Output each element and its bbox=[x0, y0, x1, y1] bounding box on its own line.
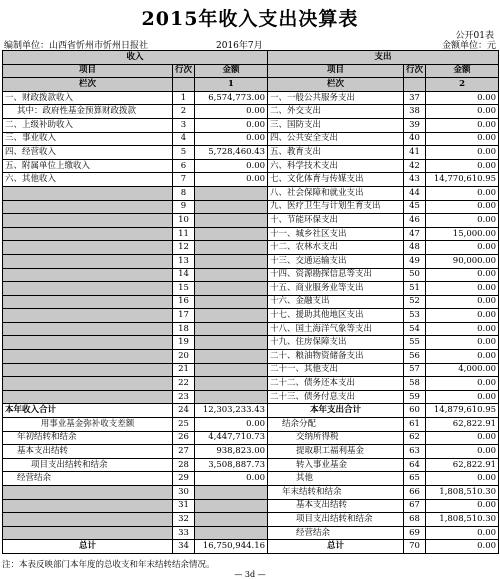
report-date: 2016年7月 bbox=[216, 41, 263, 51]
income-amount bbox=[195, 526, 268, 540]
income-row-no: 4 bbox=[173, 132, 195, 146]
income-item: 项目支出结转和结余 bbox=[3, 458, 173, 472]
income-amount: 3,508,887.73 bbox=[195, 458, 268, 472]
table-row bbox=[3, 404, 499, 418]
income-amount: 0.00 bbox=[195, 173, 268, 187]
table-row bbox=[3, 499, 499, 513]
income-row-no: 17 bbox=[173, 309, 195, 323]
expense-item: 年末结转和结余 bbox=[268, 486, 404, 500]
expense-amount: 0.00 bbox=[426, 322, 499, 336]
expense-row-no: 41 bbox=[404, 146, 426, 160]
income-item: 二、上级补助收入 bbox=[3, 118, 173, 132]
income-amount bbox=[195, 486, 268, 500]
income-amount: 0.00 bbox=[195, 132, 268, 146]
form-code: 公开01表 bbox=[455, 31, 494, 41]
income-item bbox=[3, 390, 173, 404]
income-amount bbox=[195, 513, 268, 527]
expense-amount: 0.00 bbox=[426, 350, 499, 364]
expense-item: 七、文化体育与传媒支出 bbox=[268, 173, 404, 187]
income-amount: 938,823.00 bbox=[195, 445, 268, 459]
table-row bbox=[3, 282, 499, 296]
expense-amount: 0.00 bbox=[426, 377, 499, 391]
expense-row-no: 60 bbox=[404, 404, 426, 418]
income-item bbox=[3, 377, 173, 391]
expense-amount: 0.00 bbox=[426, 499, 499, 513]
expense-item: 一、一般公共服务支出 bbox=[268, 91, 404, 105]
income-amount: 0.00 bbox=[195, 159, 268, 173]
amount-header: 金额 bbox=[195, 64, 268, 78]
income-header: 收入 bbox=[3, 51, 268, 65]
expense-row-no: 63 bbox=[404, 445, 426, 459]
expense-item: 提取职工福利基金 bbox=[268, 445, 404, 459]
income-amount bbox=[195, 214, 268, 228]
income-row-no: 33 bbox=[173, 526, 195, 540]
table-row bbox=[3, 458, 499, 472]
income-amount: 12,303,233.43 bbox=[195, 404, 268, 418]
expense-item: 十一、城乡社区支出 bbox=[268, 227, 404, 241]
table-row bbox=[3, 418, 499, 432]
expense-item: 交纳所得税 bbox=[268, 431, 404, 445]
expense-amount: 0.00 bbox=[426, 91, 499, 105]
expense-item: 十九、住房保障支出 bbox=[268, 336, 404, 350]
income-row-no: 22 bbox=[173, 377, 195, 391]
expense-row-no: 37 bbox=[404, 91, 426, 105]
income-amount bbox=[195, 227, 268, 241]
expense-item: 经营结余 bbox=[268, 526, 404, 540]
expense-row-no: 66 bbox=[404, 486, 426, 500]
income-amount bbox=[195, 336, 268, 350]
expense-item: 八、社会保障和就业支出 bbox=[268, 186, 404, 200]
expense-row-no: 58 bbox=[404, 377, 426, 391]
income-item bbox=[3, 282, 173, 296]
expense-item: 四、公共安全支出 bbox=[268, 132, 404, 146]
expense-item: 基本支出结转 bbox=[268, 499, 404, 513]
income-item: 年初结转和结余 bbox=[3, 431, 173, 445]
income-row-no: 29 bbox=[173, 472, 195, 486]
income-item: 一、财政拨款收入 bbox=[3, 91, 173, 105]
income-amount bbox=[195, 268, 268, 282]
table-row bbox=[3, 526, 499, 540]
table-row bbox=[3, 186, 499, 200]
income-item: 六、其他收入 bbox=[3, 173, 173, 187]
expense-amount: 0.00 bbox=[426, 431, 499, 445]
income-row-no: 27 bbox=[173, 445, 195, 459]
expense-item: 十七、援助其他地区支出 bbox=[268, 309, 404, 323]
expense-amount: 0.00 bbox=[426, 214, 499, 228]
income-row-no: 3 bbox=[173, 118, 195, 132]
expense-row-no: 67 bbox=[404, 499, 426, 513]
expense-row-no: 53 bbox=[404, 309, 426, 323]
income-row-no: 25 bbox=[173, 418, 195, 432]
column-label: 栏次 bbox=[268, 78, 404, 92]
expense-item: 五、教育支出 bbox=[268, 146, 404, 160]
expense-row-no: 43 bbox=[404, 173, 426, 187]
income-item: 基本支出结转 bbox=[3, 445, 173, 459]
expense-row-no: 40 bbox=[404, 132, 426, 146]
income-item bbox=[3, 214, 173, 228]
income-item: 经营结余 bbox=[3, 472, 173, 486]
expense-item: 三、国防支出 bbox=[268, 118, 404, 132]
expense-row-no: 50 bbox=[404, 268, 426, 282]
expense-amount: 0.00 bbox=[426, 118, 499, 132]
expense-row-no: 69 bbox=[404, 526, 426, 540]
expense-amount: 62,822.91 bbox=[426, 418, 499, 432]
expense-item: 十三、交通运输支出 bbox=[268, 254, 404, 268]
income-row-no: 5 bbox=[173, 146, 195, 160]
income-amount: 16,750,944.16 bbox=[195, 540, 268, 554]
income-amount: 6,574,773.00 bbox=[195, 91, 268, 105]
empty-cell bbox=[404, 78, 426, 92]
item-header: 项目 bbox=[3, 64, 173, 78]
income-amount bbox=[195, 350, 268, 364]
expense-item: 十五、商业服务业等支出 bbox=[268, 282, 404, 296]
expense-amount: 0.00 bbox=[426, 132, 499, 146]
meta-row bbox=[4, 38, 496, 50]
expense-row-no: 45 bbox=[404, 200, 426, 214]
table-row bbox=[3, 390, 499, 404]
table-row bbox=[3, 295, 499, 309]
expense-row-no: 38 bbox=[404, 105, 426, 119]
amount-header: 金额 bbox=[426, 64, 499, 78]
income-row-no: 26 bbox=[173, 431, 195, 445]
income-amount: 0.00 bbox=[195, 418, 268, 432]
expense-header: 支出 bbox=[268, 51, 499, 65]
expense-amount: 0.00 bbox=[426, 200, 499, 214]
income-row-no: 30 bbox=[173, 486, 195, 500]
expense-row-no: 44 bbox=[404, 186, 426, 200]
table-row bbox=[3, 513, 499, 527]
table-row bbox=[3, 146, 499, 160]
income-item bbox=[3, 350, 173, 364]
expense-amount: 0.00 bbox=[426, 472, 499, 486]
expense-amount: 0.00 bbox=[426, 268, 499, 282]
table-row bbox=[3, 350, 499, 364]
expense-row-no: 70 bbox=[404, 540, 426, 554]
table-row bbox=[3, 336, 499, 350]
expense-row-no: 52 bbox=[404, 295, 426, 309]
table-row bbox=[3, 268, 499, 282]
expense-amount: 0.00 bbox=[426, 186, 499, 200]
expense-amount: 0.00 bbox=[426, 295, 499, 309]
expense-amount: 0.00 bbox=[426, 146, 499, 160]
table-row bbox=[3, 445, 499, 459]
income-item bbox=[3, 186, 173, 200]
expense-row-no: 61 bbox=[404, 418, 426, 432]
expense-row-no: 54 bbox=[404, 322, 426, 336]
expense-item: 二十一、其他支出 bbox=[268, 363, 404, 377]
income-row-no: 31 bbox=[173, 499, 195, 513]
income-row-no: 18 bbox=[173, 322, 195, 336]
table-row bbox=[3, 309, 499, 323]
income-amount bbox=[195, 309, 268, 323]
expense-item: 其他 bbox=[268, 472, 404, 486]
income-row-no: 6 bbox=[173, 159, 195, 173]
expense-amount: 90,000.00 bbox=[426, 254, 499, 268]
table-row bbox=[3, 363, 499, 377]
table-row bbox=[3, 322, 499, 336]
table-row bbox=[3, 431, 499, 445]
income-amount: 5,728,460.43 bbox=[195, 146, 268, 160]
expense-row-no: 47 bbox=[404, 227, 426, 241]
income-row-no: 28 bbox=[173, 458, 195, 472]
income-item: 其中：政府性基金预算财政拨款 bbox=[3, 105, 173, 119]
income-row-no: 19 bbox=[173, 336, 195, 350]
income-row-no: 11 bbox=[173, 227, 195, 241]
income-item: 四、经营收入 bbox=[3, 146, 173, 160]
expense-item: 十八、国土海洋气象等支出 bbox=[268, 322, 404, 336]
income-row-no: 9 bbox=[173, 200, 195, 214]
expense-row-no: 56 bbox=[404, 350, 426, 364]
income-row-no: 1 bbox=[173, 91, 195, 105]
expense-item: 结余分配 bbox=[268, 418, 404, 432]
row-no-header: 行次 bbox=[173, 64, 195, 78]
expense-row-no: 57 bbox=[404, 363, 426, 377]
income-item bbox=[3, 309, 173, 323]
table-row bbox=[3, 159, 499, 173]
expense-item: 九、医疗卫生与计划生育支出 bbox=[268, 200, 404, 214]
income-amount bbox=[195, 282, 268, 296]
income-amount bbox=[195, 186, 268, 200]
income-item: 用事业基金弥补收支差额 bbox=[3, 418, 173, 432]
income-item bbox=[3, 486, 173, 500]
expense-amount: 1,808,510.30 bbox=[426, 486, 499, 500]
table-row bbox=[3, 227, 499, 241]
income-row-no: 21 bbox=[173, 363, 195, 377]
expense-item: 六、科学技术支出 bbox=[268, 159, 404, 173]
column-number: 2 bbox=[426, 78, 499, 92]
expense-amount: 0.00 bbox=[426, 159, 499, 173]
expense-row-no: 59 bbox=[404, 390, 426, 404]
expense-amount: 0.00 bbox=[426, 445, 499, 459]
expense-item: 二十三、债务付息支出 bbox=[268, 390, 404, 404]
table-row bbox=[3, 105, 499, 119]
expense-row-no: 65 bbox=[404, 472, 426, 486]
expense-amount: 0.00 bbox=[426, 540, 499, 554]
income-amount: 4,447,710.73 bbox=[195, 431, 268, 445]
table-row bbox=[3, 254, 499, 268]
table-row bbox=[3, 118, 499, 132]
income-item bbox=[3, 363, 173, 377]
table-row bbox=[3, 241, 499, 255]
income-amount bbox=[195, 377, 268, 391]
income-amount bbox=[195, 254, 268, 268]
expense-amount: 0.00 bbox=[426, 390, 499, 404]
expense-amount: 1,808,510.30 bbox=[426, 513, 499, 527]
table-row bbox=[3, 214, 499, 228]
income-amount bbox=[195, 200, 268, 214]
expense-item: 十六、金融支出 bbox=[268, 295, 404, 309]
income-item bbox=[3, 322, 173, 336]
income-item bbox=[3, 499, 173, 513]
expense-amount: 0.00 bbox=[426, 309, 499, 323]
expense-row-no: 46 bbox=[404, 214, 426, 228]
income-item: 本年收入合计 bbox=[3, 404, 173, 418]
income-row-no: 2 bbox=[173, 105, 195, 119]
item-header: 项目 bbox=[268, 64, 404, 78]
income-row-no: 10 bbox=[173, 214, 195, 228]
income-item bbox=[3, 268, 173, 282]
income-item bbox=[3, 254, 173, 268]
income-item bbox=[3, 227, 173, 241]
income-item: 总计 bbox=[3, 540, 173, 554]
expense-row-no: 39 bbox=[404, 118, 426, 132]
expense-row-no: 48 bbox=[404, 241, 426, 255]
income-amount bbox=[195, 390, 268, 404]
income-amount bbox=[195, 322, 268, 336]
expense-row-no: 51 bbox=[404, 282, 426, 296]
table-row bbox=[3, 540, 499, 554]
expense-item: 总计 bbox=[268, 540, 404, 554]
expense-row-no: 68 bbox=[404, 513, 426, 527]
income-item: 三、事业收入 bbox=[3, 132, 173, 146]
income-amount: 0.00 bbox=[195, 105, 268, 119]
expense-row-no: 55 bbox=[404, 336, 426, 350]
income-row-no: 20 bbox=[173, 350, 195, 364]
income-item bbox=[3, 200, 173, 214]
income-expense-table bbox=[2, 50, 499, 554]
expense-item: 本年支出合计 bbox=[268, 404, 404, 418]
income-row-no: 14 bbox=[173, 268, 195, 282]
expense-amount: 14,770,610.95 bbox=[426, 173, 499, 187]
expense-amount: 15,000.00 bbox=[426, 227, 499, 241]
income-item bbox=[3, 336, 173, 350]
expense-item: 二、外交支出 bbox=[268, 105, 404, 119]
money-unit: 金额单位：元 bbox=[441, 41, 496, 51]
expense-amount: 0.00 bbox=[426, 105, 499, 119]
expense-amount: 0.00 bbox=[426, 526, 499, 540]
table-row bbox=[3, 472, 499, 486]
empty-cell bbox=[173, 78, 195, 92]
income-row-no: 15 bbox=[173, 282, 195, 296]
expense-item: 二十二、债务还本支出 bbox=[268, 377, 404, 391]
income-amount bbox=[195, 295, 268, 309]
income-row-no: 23 bbox=[173, 390, 195, 404]
expense-row-no: 49 bbox=[404, 254, 426, 268]
expense-amount: 0.00 bbox=[426, 336, 499, 350]
income-row-no: 8 bbox=[173, 186, 195, 200]
expense-amount: 0.00 bbox=[426, 241, 499, 255]
income-amount: 0.00 bbox=[195, 472, 268, 486]
expense-item: 二十、粮油物资储备支出 bbox=[268, 350, 404, 364]
expense-item: 十二、农林水支出 bbox=[268, 241, 404, 255]
expense-amount: 62,822.91 bbox=[426, 458, 499, 472]
income-row-no: 13 bbox=[173, 254, 195, 268]
expense-row-no: 62 bbox=[404, 431, 426, 445]
expense-row-no: 42 bbox=[404, 159, 426, 173]
expense-item: 转入事业基金 bbox=[268, 458, 404, 472]
table-row bbox=[3, 377, 499, 391]
table-row bbox=[3, 132, 499, 146]
income-row-no: 12 bbox=[173, 241, 195, 255]
table-row bbox=[3, 173, 499, 187]
income-row-no: 24 bbox=[173, 404, 195, 418]
expense-item: 项目支出结转和结余 bbox=[268, 513, 404, 527]
expense-amount: 4,000.00 bbox=[426, 363, 499, 377]
expense-item: 十四、资源勘探信息等支出 bbox=[268, 268, 404, 282]
income-item: 五、附属单位上缴收入 bbox=[3, 159, 173, 173]
column-number: 1 bbox=[195, 78, 268, 92]
expense-amount: 14,879,610.95 bbox=[426, 404, 499, 418]
income-item bbox=[3, 526, 173, 540]
table-row bbox=[3, 200, 499, 214]
expense-row-no: 64 bbox=[404, 458, 426, 472]
row-no-header: 行次 bbox=[404, 64, 426, 78]
income-row-no: 16 bbox=[173, 295, 195, 309]
expense-item: 十、节能环保支出 bbox=[268, 214, 404, 228]
income-amount: 0.00 bbox=[195, 118, 268, 132]
table-row bbox=[3, 486, 499, 500]
income-item bbox=[3, 241, 173, 255]
income-amount bbox=[195, 499, 268, 513]
income-row-no: 34 bbox=[173, 540, 195, 554]
income-item bbox=[3, 295, 173, 309]
expense-amount: 0.00 bbox=[426, 282, 499, 296]
income-item bbox=[3, 513, 173, 527]
income-amount bbox=[195, 363, 268, 377]
table-row bbox=[3, 91, 499, 105]
income-amount bbox=[195, 241, 268, 255]
page-number: — 3d — bbox=[234, 570, 266, 579]
footnote: 注：本表反映部门本年度的总收支和年末结转结余情况。 bbox=[2, 560, 215, 570]
income-row-no: 32 bbox=[173, 513, 195, 527]
column-label: 栏次 bbox=[3, 78, 173, 92]
page-title: 2015年收入支出决算表 bbox=[141, 8, 359, 30]
compiling-unit: 编制单位：山西省忻州市忻州日报社 bbox=[4, 41, 149, 51]
income-row-no: 7 bbox=[173, 173, 195, 187]
